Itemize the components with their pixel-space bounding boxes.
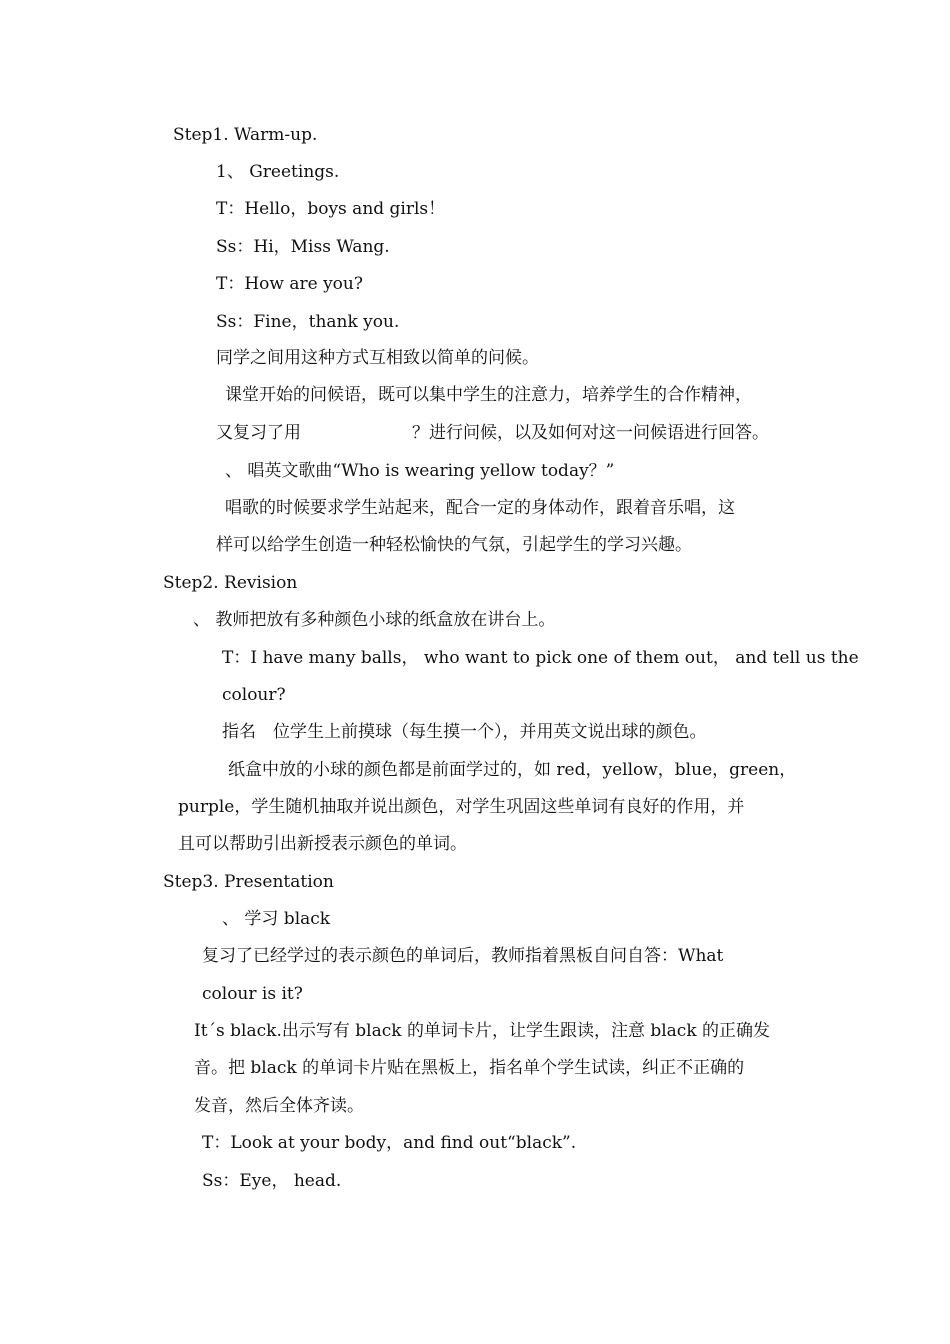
- paragraph-line: 复习了已经学过的表示颜色的单词后，教师指着黑板自问自答：What: [202, 946, 724, 966]
- dialogue-line: Ss：Fine，thank you.: [216, 312, 400, 332]
- paragraph-line: It´s black.出示写有 black 的单词卡片，让学生跟读，注意 black 的正确发: [194, 1021, 771, 1041]
- paragraph-line: 同学之间用这种方式互相致以简单的问候。: [216, 348, 539, 368]
- dialogue-line: Ss：Eye， head.: [202, 1171, 342, 1191]
- paragraph-line: ？进行问候，以及如何对这一问候语进行回答。: [412, 423, 769, 443]
- step1-item-greetings: 1、 Greetings.: [216, 162, 340, 182]
- paragraph-line: 音。把 black 的单词卡片贴在黑板上，指名单个学生试读，纠正不正确的: [194, 1058, 745, 1078]
- step2-title: Step2. Revision: [163, 573, 298, 593]
- paragraph-line: colour is it?: [202, 984, 303, 1004]
- paragraph-line: 且可以帮助引出新授表示颜色的单词。: [178, 834, 467, 854]
- dialogue-line: colour?: [222, 685, 286, 705]
- paragraph-line: 课堂开始的问候语，既可以集中学生的注意力，培养学生的合作精神，: [225, 385, 752, 405]
- step2-item-balls: 、 教师把放有多种颜色小球的纸盒放在讲台上。: [193, 610, 556, 630]
- dialogue-line: T：Hello，boys and girls！: [216, 199, 446, 219]
- paragraph-line: 指名 位学生上前摸球（每生摸一个），并用英文说出球的颜色。: [222, 722, 707, 742]
- paragraph-line: 发音，然后全体齐读。: [194, 1096, 364, 1116]
- dialogue-line: T：I have many balls， who want to pick one of them out， and tell us the: [222, 648, 859, 668]
- paragraph-line: purple，学生随机抽取并说出颜色，对学生巩固这些单词有良好的作用，并: [178, 797, 745, 817]
- paragraph-line: 样可以给学生创造一种轻松愉快的气氛，引起学生的学习兴趣。: [216, 535, 692, 555]
- step1-item-song: 、 唱英文歌曲“Who is wearing yellow today？”: [225, 461, 615, 481]
- step3-title: Step3. Presentation: [163, 872, 334, 892]
- dialogue-line: Ss：Hi，Miss Wang.: [216, 237, 390, 257]
- step3-item-black: 、 学习 black: [222, 909, 331, 929]
- dialogue-line: T：Look at your body，and find out“black”.: [202, 1133, 577, 1153]
- step1-title: Step1. Warm-up.: [173, 125, 318, 145]
- paragraph-line: 唱歌的时候要求学生站起来，配合一定的身体动作，跟着音乐唱，这: [225, 498, 735, 518]
- paragraph-line: 纸盒中放的小球的颜色都是前面学过的，如 red，yellow，blue，green，: [228, 760, 797, 780]
- dialogue-line: T：How are you?: [216, 274, 363, 294]
- paragraph-line: 又复习了用: [216, 423, 301, 443]
